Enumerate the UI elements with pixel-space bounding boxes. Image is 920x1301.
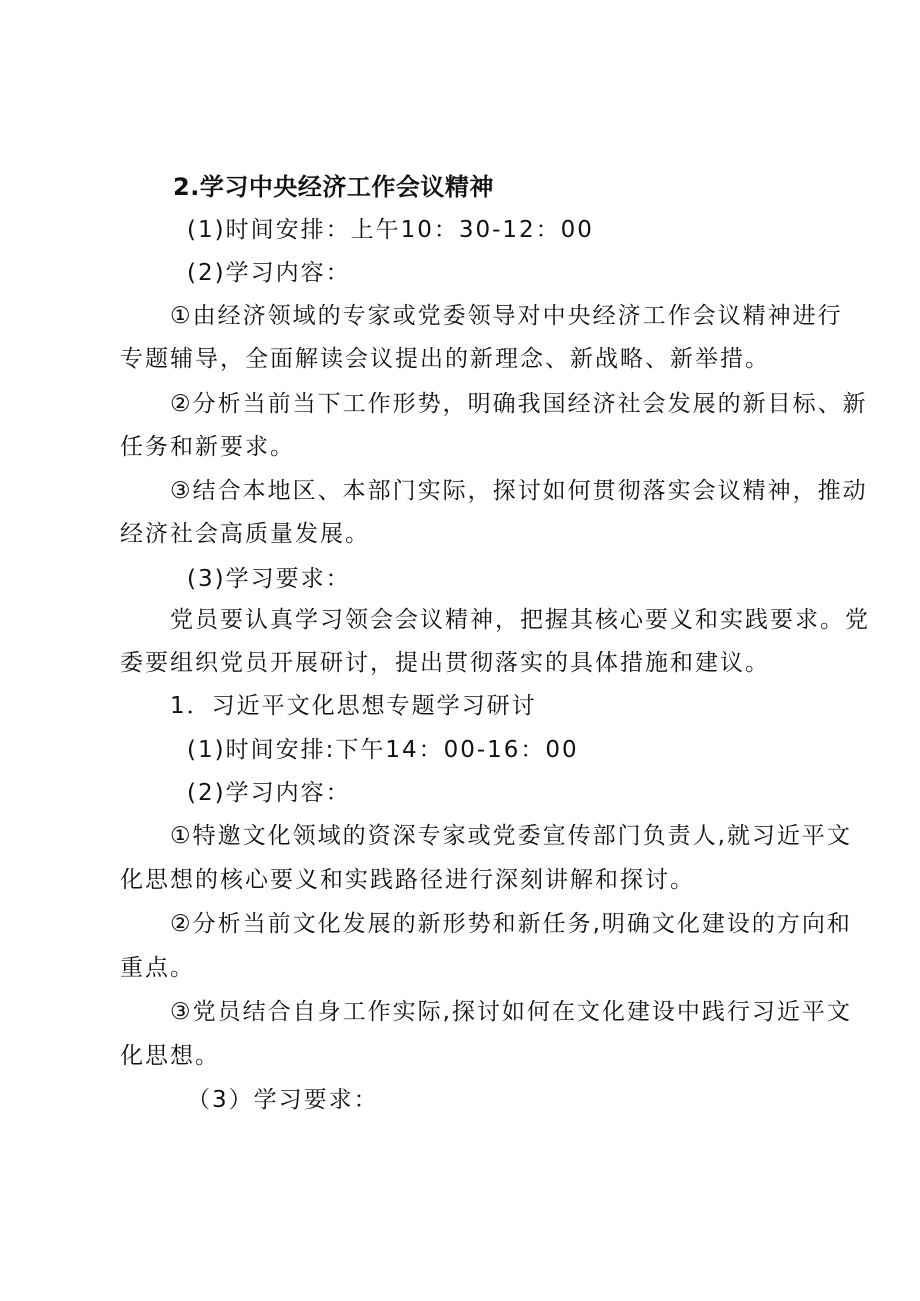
section2-item3-line1: ③结合本地区、本部门实际，探讨如何贯彻落实会议精神，推动 — [170, 478, 868, 504]
section2-content-label: (2)学习内容： — [187, 260, 351, 286]
section1-item2-line1: ②分析当前文化发展的新形势和新任务,明确文化建设的方向和 — [170, 911, 852, 937]
section2-heading: 2.学习中央经济工作会议精神 — [173, 173, 494, 201]
section2-item2-line2: 任务和新要求。 — [120, 434, 295, 460]
section1-item3-line1: ③党员结合自身工作实际,探讨如何在文化建设中践行习近平文 — [170, 999, 852, 1025]
section2-item1-line2: 专题辅导，全面解读会议提出的新理念、新战略、新举措。 — [120, 346, 770, 372]
section2-req-line2: 委要组织党员开展研讨，提出贯彻落实的具体措施和建议。 — [120, 650, 770, 676]
section2-time: (1)时间安排：上午10：30-12：00 — [187, 217, 594, 243]
section1-req-label: （3）学习要求： — [187, 1087, 379, 1113]
section2-item3-line2: 经济社会高质量发展。 — [120, 521, 370, 547]
section1-item1-line1: ①特邀文化领域的资深专家或党委宣传部门负责人,就习近平文 — [170, 823, 852, 849]
section2-item2-line1: ②分析当前当下工作形势，明确我国经济社会发展的新目标、新 — [170, 391, 868, 417]
section1-item3-line2: 化思想。 — [120, 1043, 220, 1069]
section1-item1-line2: 化思想的核心要义和实践路径进行深刻讲解和探讨。 — [120, 867, 695, 893]
section1-time: (1)时间安排:下午14：00-16：00 — [187, 737, 579, 763]
section1-heading: 1．习近平文化思想专题学习研讨 — [170, 693, 537, 719]
section1-item2-line2: 重点。 — [120, 955, 195, 981]
section2-req-line1: 党员要认真学习领会会议精神，把握其核心要义和实践要求。党 — [170, 607, 870, 633]
section1-content-label: (2)学习内容： — [187, 780, 351, 806]
section2-item1-line1: ①由经济领域的专家或党委领导对中央经济工作会议精神进行 — [170, 303, 843, 329]
section2-req-label: (3)学习要求： — [187, 566, 351, 592]
